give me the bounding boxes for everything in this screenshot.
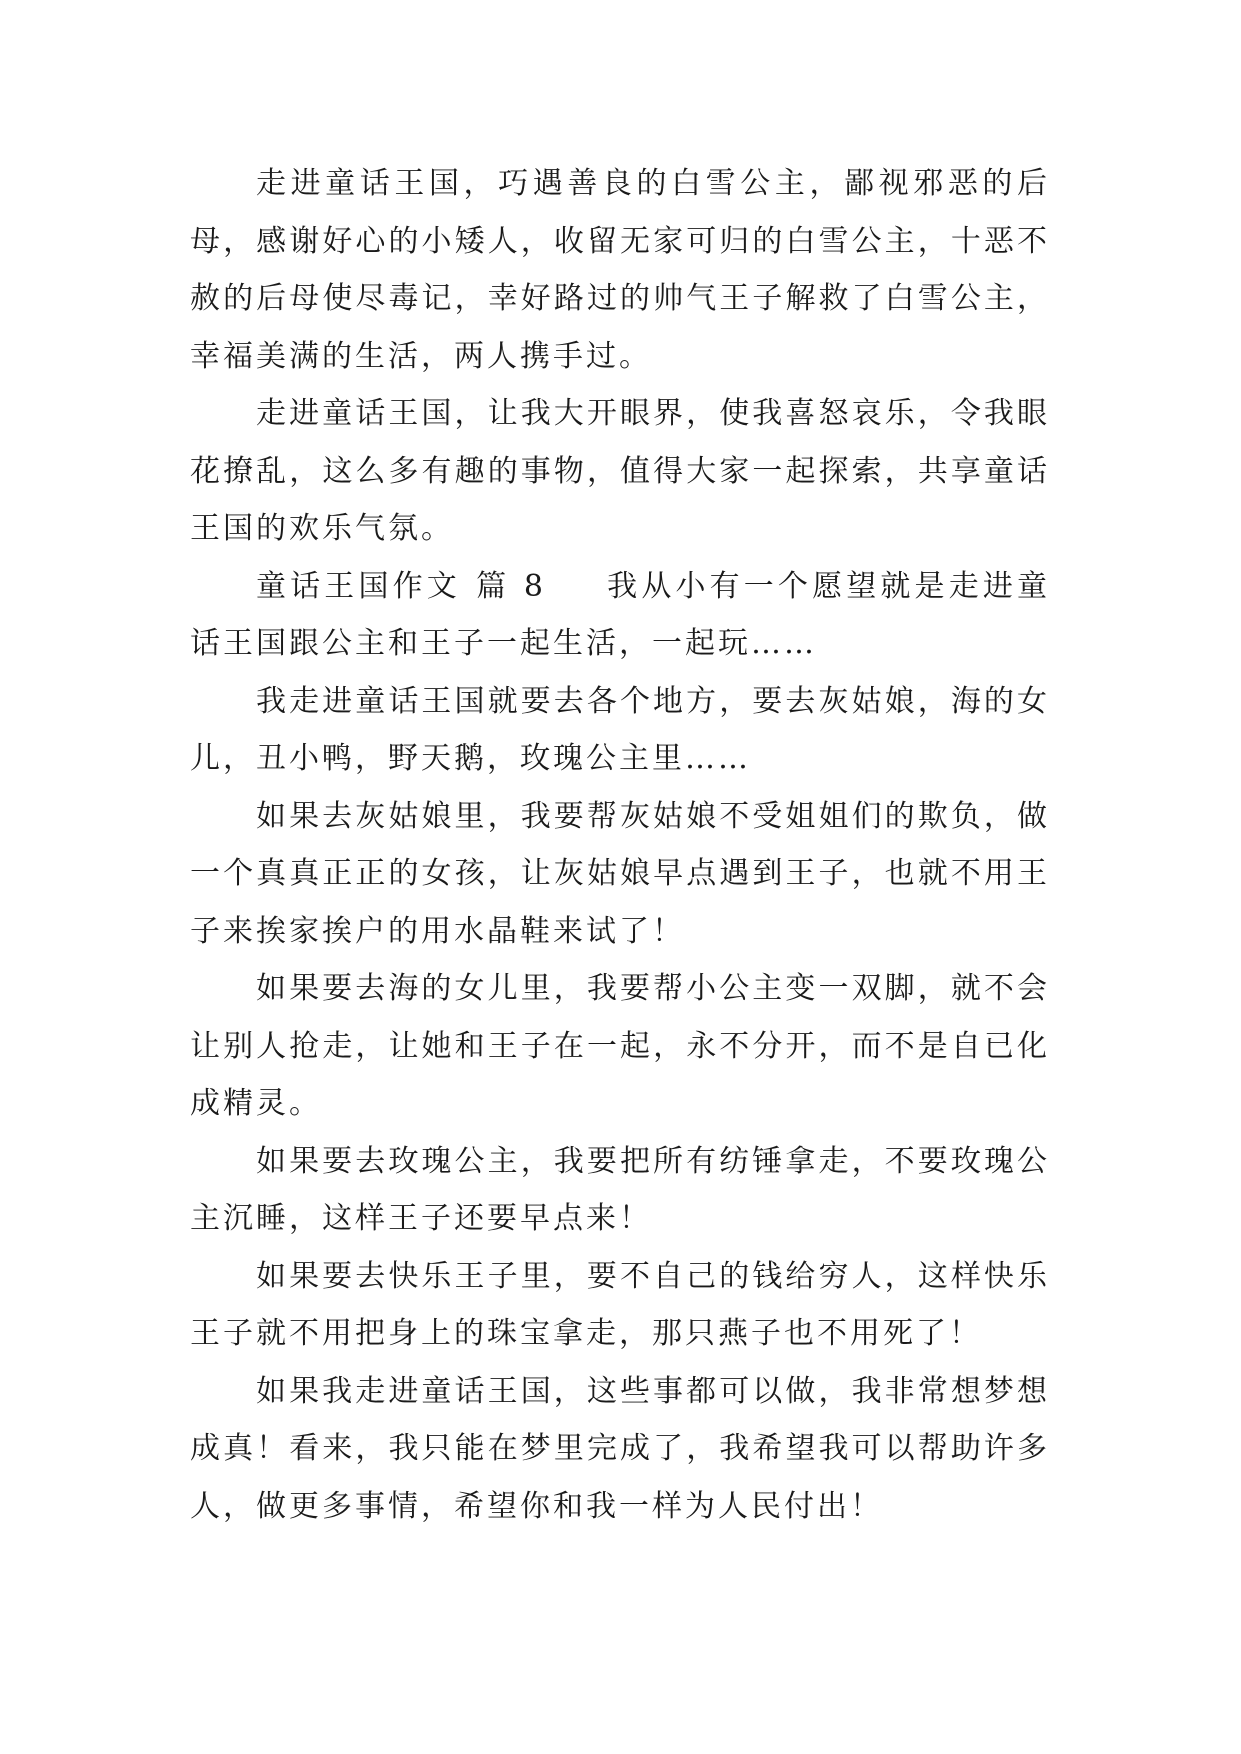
- paragraph: 如果要去玫瑰公主，我要把所有纺锤拿走，不要玫瑰公主沉睡，这样王子还要早点来！: [190, 1143, 1050, 1236]
- paragraph: 走进童话王国，巧遇善良的白雪公主，鄙视邪恶的后母，感谢好心的小矮人，收留无家可归的白雪公主，十恶不赦的后母使尽毒记，幸好路过的帅气王子解救了白雪公主，幸福美满的生活，两人携手过。: [190, 166, 1050, 374]
- paragraph: 如果要去快乐王子里，要不自己的钱给穷人，这样快乐王子就不用把身上的珠宝拿走，那只燕子也不用死了！: [190, 1258, 1050, 1351]
- section-number: 篇 8: [474, 568, 547, 604]
- paragraph: 如果要去海的女儿里，我要帮小公主变一双脚，就不会让别人抢走，让她和王子在一起，永不分开，而不是自已化成精灵。: [190, 971, 1050, 1121]
- section-title: 童话王国作文: [256, 568, 461, 604]
- document-body: [190, 155, 1050, 1535]
- section-heading-paragraph: [190, 558, 1050, 673]
- paragraph: 如果去灰姑娘里，我要帮灰姑娘不受姐姐们的欺负，做一个真真正正的女孩，让灰姑娘早点遇到王子，也就不用王子来挨家挨户的用水晶鞋来试了！: [190, 798, 1050, 949]
- section-text: 我从小有一个愿望就是走进童话王国跟公主和王子一起生活，一起玩……: [190, 568, 1051, 661]
- paragraph: 如果我走进童话王国，这些事都可以做，我非常想梦想成真！看来，我只能在梦里完成了，我希望我可以帮助许多人，做更多事情，希望你和我一样为人民付出！: [190, 1373, 1050, 1524]
- paragraph: 我走进童话王国就要去各个地方，要去灰姑娘，海的女儿，丑小鸭，野天鹅，玫瑰公主里……: [190, 683, 1050, 776]
- paragraph: 走进童话王国，让我大开眼界，使我喜怒哀乐，令我眼花撩乱，这么多有趣的事物，值得大家一起探索，共享童话王国的欢乐气氛。: [190, 396, 1050, 546]
